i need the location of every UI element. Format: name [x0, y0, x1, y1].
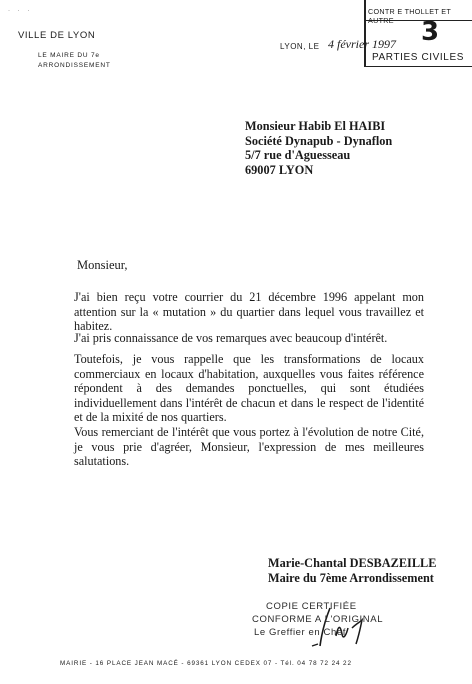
date-place: LYON, LE [280, 42, 320, 51]
recipient-name: Monsieur Habib El HAIBI [245, 119, 386, 133]
recipient-street: 5/7 rue d'Aguesseau [245, 148, 351, 163]
certification-line2: CONFORME A L'ORIGINAL [252, 614, 384, 625]
case-stamp-number: 3 [421, 17, 440, 47]
paragraph-4: Vous remerciant de l'intérêt que vous portez à l'évolution de notre Cité, je vous prie d'agréer, Monsieur, l'expression de mes meilleures salutations. [74, 425, 424, 469]
letterhead-mayor-line2: ARRONDISSEMENT [38, 62, 111, 69]
certification-stamp [252, 600, 383, 639]
certification-line1: COPIE CERTIFIÉE [266, 601, 357, 612]
letterhead-city: VILLE DE LYON [18, 30, 96, 41]
signatory-title: Maire du 7ème Arrondissement [268, 570, 434, 585]
case-stamp-label: PARTIES CIVILES [372, 52, 464, 63]
recipient-company: Société Dynapub - Dynaflon [245, 133, 393, 148]
certification-line3: Le Greffier en Chef [254, 627, 347, 638]
paragraph-3: Toutefois, je vous rappelle que les transformations de locaux commerciaux en locaux d'habitation, auxquelles vous faites référence répondent à des demandes ponctuelles, qui sont étudiées individuellement dans l'intérêt de chacun et dans le respect de l'identité et de la mixité de nos quartiers. [74, 352, 424, 425]
signatory-name: Marie-Chantal DESBAZEILLE [268, 556, 437, 570]
recipient-address-block [245, 119, 392, 177]
salutation: Monsieur, [77, 258, 128, 272]
paragraph-1: J'ai bien reçu votre courrier du 21 décembre 1996 appelant mon attention sur la « mutation » du quartier dans lequel vous travaillez et habitez. [74, 290, 424, 334]
recipient-city: 69007 LYON [245, 162, 314, 177]
date-handwritten: 4 février 1997 [328, 37, 396, 51]
signature-block [268, 556, 436, 585]
letterhead-mayor [38, 51, 111, 71]
letterhead-mayor-line1: LE MAIRE DU 7e [38, 52, 100, 59]
case-stamp-title: CONTR E THOLLET ET AUTRE [368, 7, 451, 25]
paragraph-2: J'ai pris connaissance de vos remarques avec beaucoup d'intérêt. [74, 331, 388, 345]
letterhead-dots: · · · [8, 8, 33, 14]
footer-address: MAIRIE - 16 PLACE JEAN MACÉ - 69361 LYON CEDEX 07 - Tél. 04 78 72 24 22 [60, 660, 352, 667]
